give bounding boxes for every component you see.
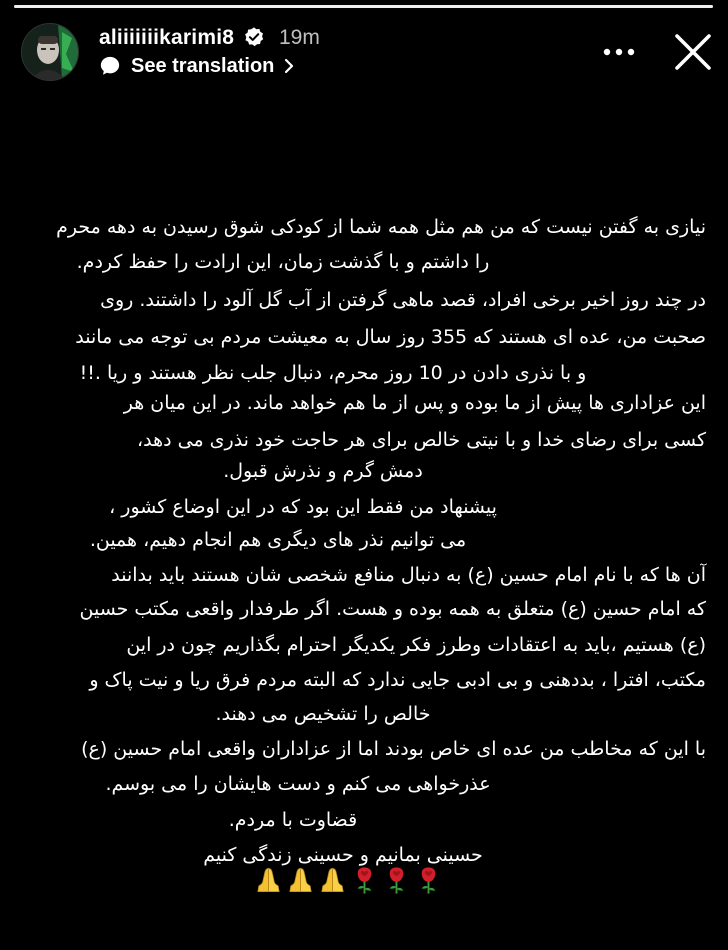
story-line-text: را داشتم و با گذشت زمان، این ارادت را حفظ کردم. <box>76 251 490 273</box>
chevron-right-icon <box>282 57 296 75</box>
story-line: صحبت من، عده ای هستند که 355 روز سال به معیشت مردم بی توجه می مانند <box>75 326 706 348</box>
story-line-text: عذرخواهی می کنم و دست هایشان را می بوسم. <box>105 773 491 795</box>
close-icon[interactable] <box>672 31 714 73</box>
story-progress-fill <box>14 5 713 8</box>
see-translation-label[interactable]: See translation <box>131 54 275 77</box>
story-line <box>0 525 706 555</box>
story-line: مکتب، افترا ، بددهنی و بی ادبی جایی ندارد که البته مردم فرق ریا و نیت پاک و <box>89 669 706 691</box>
username[interactable]: aliiiiiiikarimi8 <box>99 26 235 49</box>
story-line-text: می توانیم نذر های دیگری هم انجام دهیم، همین. <box>89 529 467 551</box>
story-line-text: حسینی بمانیم و حسینی زندگی کنیم <box>203 844 483 866</box>
see-translation-button[interactable] <box>99 53 296 79</box>
post-timestamp: 19m <box>279 26 320 49</box>
story-line-text: و با نذری دادن در 10 روز محرم، دنبال جلب نظر هستند و ریا .!! <box>79 362 587 384</box>
story-line: با این که مخاطب من عده ای خاص بودند اما از عزاداران واقعی امام حسین (ع) <box>81 738 706 760</box>
story-line: در چند روز اخیر برخی افراد، قصد ماهی گرفتن از آب گل آلود را داشتند. روی <box>100 289 706 311</box>
story-line: این عزاداری ها پیش از ما بوده و پس از ما هم خواهد ماند. در این میان هر <box>123 392 706 414</box>
story-header <box>21 20 714 84</box>
translation-bubble-icon <box>99 55 121 77</box>
story-line-text: دمش گرم و نذرش قبول. <box>223 460 423 482</box>
rose-icon <box>350 865 379 895</box>
story-line-text: قضاوت با مردم. <box>228 809 358 831</box>
emoji-row <box>254 865 443 895</box>
story-line: نیازی به گفتن نیست که من هم مثل همه شما از کودکی شوق رسیدن به دهه محرم <box>56 216 706 238</box>
story-line <box>0 805 706 835</box>
story-line-text: خالص را تشخیص می دهند. <box>215 703 431 725</box>
folded-hands-icon <box>286 865 315 895</box>
folded-hands-icon <box>318 865 347 895</box>
story-line <box>0 247 706 277</box>
story-line: کسی برای رضای خدا و با نیتی خالص برای هر حاجت خود نذری می دهد، <box>136 429 706 451</box>
story-line <box>0 699 706 729</box>
rose-icon <box>382 865 411 895</box>
avatar[interactable] <box>21 23 79 81</box>
story-line-text: پیشنهاد من فقط این بود که در این اوضاع کشور ، <box>109 496 497 518</box>
story-line <box>0 769 706 799</box>
story-line: (ع) هستیم ،باید به اعتقادات وطرز فکر یکدیگر احترام بگذاریم چون در این <box>126 634 706 656</box>
folded-hands-icon <box>254 865 283 895</box>
story-line <box>0 456 706 486</box>
story-line: آن ها که با نام امام حسین (ع) به دنبال منافع شخصی شان هستند باید بدانند <box>111 564 706 586</box>
verified-badge-icon <box>243 26 265 48</box>
more-options-icon[interactable] <box>601 40 637 64</box>
avatar-image <box>22 24 78 80</box>
story-progress-bar <box>14 5 713 8</box>
story-line <box>0 492 706 522</box>
rose-icon <box>414 865 443 895</box>
story-line: که امام حسین (ع) متعلق به همه بوده و هست. اگر طرفدار واقعی مکتب حسین <box>79 598 706 620</box>
story-line <box>0 358 706 388</box>
